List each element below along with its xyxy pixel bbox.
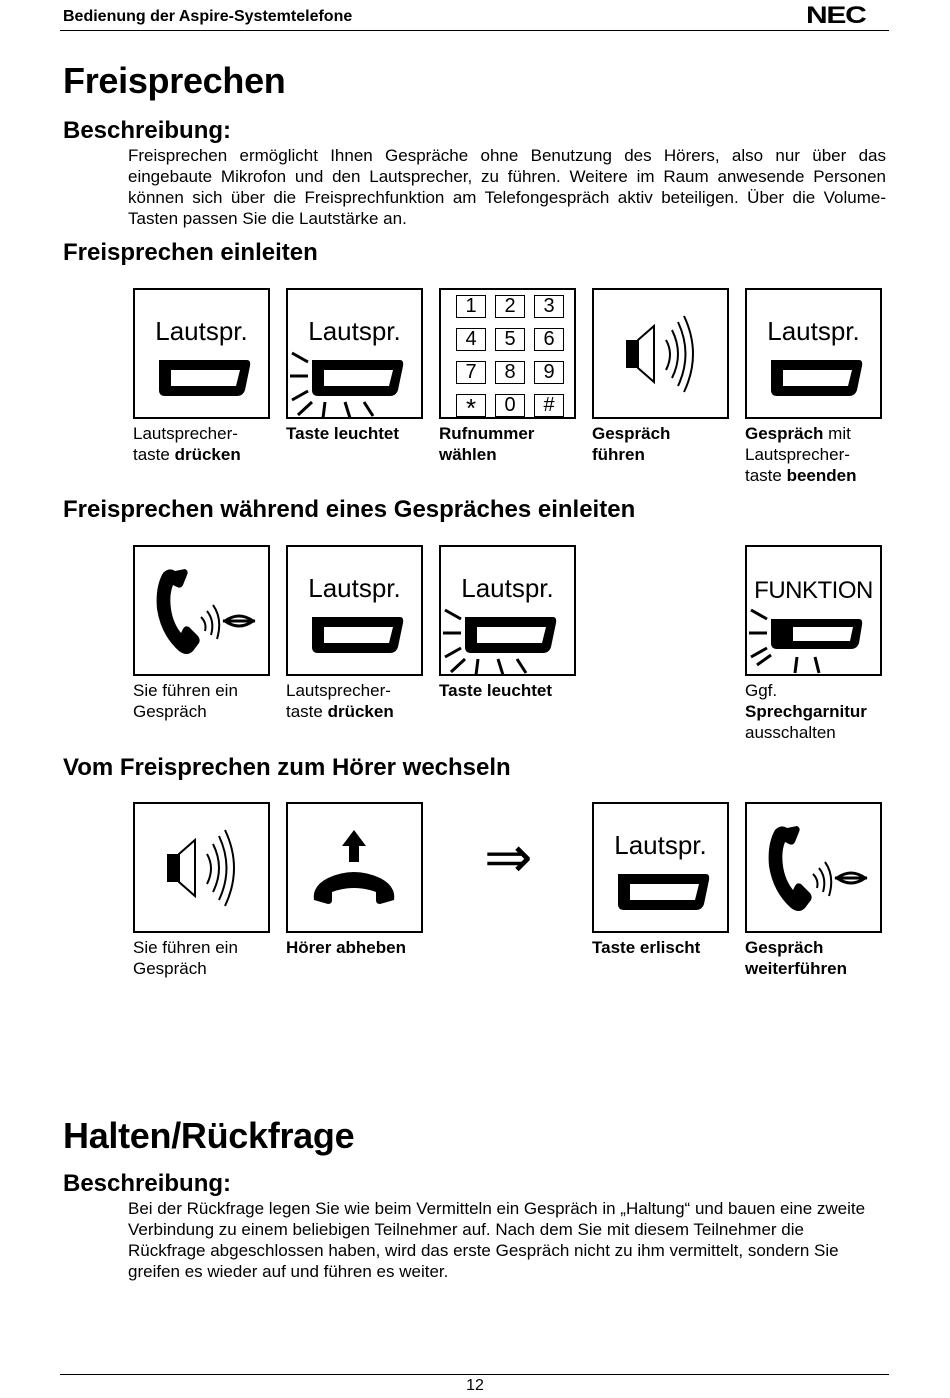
caption-end-call: Gespräch mit Lautsprecher- taste beenden [745,424,857,485]
key-lit-icon [441,547,574,674]
tile-handset-continue [745,802,882,933]
subsection-title-einleiten: Freisprechen einleiten [63,239,318,266]
keypad-key-star: * [456,394,486,417]
caption-in-call-2: Sie führen ein Gespräch [133,938,238,978]
caption-key-lit: Taste leuchtet [286,424,400,443]
tile-key-off [592,802,729,933]
key-label: Lautspr. [308,316,401,346]
desc-halten: Bei der Rückfrage legen Sie wie beim Vermitteln ein Gespräch in „Haltung“ und bauen eine zweite Verbindung zu einem beliebigen Teilnehmer auf. Nach dem Sie mit diesem Teilnehmer die Rückfrage abgeschlossen haben, wird das erste Gespräch nicht zu ihm vermittelt, sondern Sie greifen es wieder auf und führen es weiter. [128,1199,866,1281]
caption-key-off: Taste erlischt [592,938,701,957]
speaker-key-icon [747,290,880,417]
subsection-title-hoerer: Vom Freisprechen zum Hörer wechseln [63,754,511,781]
lift-handset-icon [288,804,421,931]
caption-speaker-key: Lautsprecher- taste drücken [133,424,241,464]
funktion-label: FUNKTION [754,577,873,604]
funktion-key-lit-icon [747,547,880,674]
speaker-key-icon [288,547,421,674]
caption-in-call: Sie führen ein Gespräch [133,681,238,721]
caption-continue: Gespräch weiterführen [745,938,848,978]
caption-lift-handset: Hörer abheben [286,938,406,957]
key-label: Lautspr. [614,830,707,860]
handset-talking-icon [135,547,268,674]
loudspeaker-icon [135,804,268,931]
keypad-key-6: 6 [534,328,564,351]
section-title-freisprechen: Freisprechen [63,60,286,101]
arrow-right-icon: ⇒ [484,825,533,890]
caption-headset-off: Ggf. Sprechgarnitur ausschalten [745,681,867,742]
caption-speaker-key-2: Lautsprecher- taste drücken [286,681,394,721]
keypad-key-2: 2 [495,295,525,318]
key-label: Lautspr. [155,316,248,346]
keypad-key-9: 9 [534,361,564,384]
desc-heading-freisprechen: Beschreibung: [63,117,232,144]
speaker-key-icon [594,804,727,931]
keypad-key-3: 3 [534,295,564,318]
keypad-icon [441,290,574,417]
key-label: Lautspr. [308,573,401,603]
tile-speaker-key-end [745,288,882,419]
keypad-key-8: 8 [495,361,525,384]
desc-freisprechen: Freisprechen ermöglicht Ihnen Gespräche ohne Benutzung des Hörers, also nur über das eingebaute Mikrofon und den Lautsprecher, zu führen. Weitere im Raum anwesende Personen können sich über die Freisprechfunktion am Telefongespräch aktiv beteiligen. Über die Volume-Tasten passen Sie die Lautstärke an. [128,146,886,228]
header-rule [60,30,889,31]
tile-key-lit [286,288,423,419]
tile-handset-talking [133,545,270,676]
keypad-key-5: 5 [495,328,525,351]
keypad-key-1: 1 [456,295,486,318]
tile-speaker-key-2 [286,545,423,676]
page-number: 12 [466,1377,484,1394]
tile-loudspeaker [592,288,729,419]
running-header: Bedienung der Aspire-Systemtelefone [63,8,353,25]
caption-talk: Gespräch führen [592,424,671,464]
tile-keypad [439,288,576,419]
nec-logo: NEC [806,2,866,29]
tile-speaker-key [133,288,270,419]
tile-lift-handset [286,802,423,933]
keypad-key-0: 0 [495,394,525,417]
subsection-title-waehrend: Freisprechen während eines Gespräches einleiten [63,496,636,523]
speaker-key-icon [135,290,268,417]
caption-dial: Rufnummer wählen [439,424,535,464]
loudspeaker-icon [594,290,727,417]
section-title-halten: Halten/Rückfrage [63,1115,355,1156]
keypad-key-7: 7 [456,361,486,384]
keypad-key-hash: # [534,394,564,417]
key-lit-icon [288,290,421,417]
handset-talking-icon [747,804,880,931]
desc-heading-halten: Beschreibung: [63,1170,232,1197]
key-label: Lautspr. [767,316,860,346]
key-label: Lautspr. [461,573,554,603]
tile-funktion-key [745,545,882,676]
caption-key-lit-2: Taste leuchtet [439,681,553,700]
footer-rule [60,1374,889,1375]
tile-loudspeaker-2 [133,802,270,933]
keypad-key-4: 4 [456,328,486,351]
tile-key-lit-2 [439,545,576,676]
